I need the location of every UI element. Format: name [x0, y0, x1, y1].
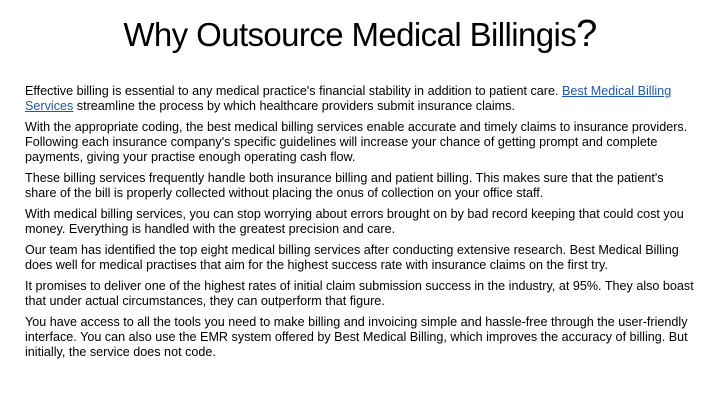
slide-title-text: Why Outsource Medical Billingis — [123, 16, 577, 53]
slide-title-question-mark: ? — [576, 13, 597, 55]
paragraph-intro-text-after: streamline the process by which healthcare providers submit insurance claims. — [73, 99, 515, 113]
paragraph-success-rate: It promises to deliver one of the highest rates of initial claim submission success in the industry, at 95%. They also boast that under actual circumstances, they can outperform that figure. — [25, 279, 694, 308]
paragraph-research: Our team has identified the top eight medical billing services after conducting extensive research. Best Medical Billing does well for medical practises that aim for the highest success rate with insurance claims on the first try. — [25, 243, 679, 272]
best-medical-billing-services-link[interactable]: Best Medical Billing Services — [25, 84, 672, 113]
slide-body — [25, 84, 697, 366]
paragraph-errors: With medical billing services, you can stop worrying about errors brought on by bad record keeping that could cost you money. Everything is handled with the greatest precision and care. — [25, 207, 684, 236]
paragraph-intro-text-before: Effective billing is essential to any medical practice's financial stability in addition to patient care. — [25, 84, 562, 98]
slide-title — [0, 14, 720, 55]
paragraph-intro — [25, 84, 697, 114]
paragraph-tools: You have access to all the tools you need to make billing and invoicing simple and hassle-free through the user-friendly interface. You can also use the EMR system offered by Best Medical Billing, which improves the accuracy of billing. But initially, the service does not code. — [25, 315, 688, 359]
paragraph-coding: With the appropriate coding, the best medical billing services enable accurate and timely claims to insurance providers. Following each insurance company's specific guidelines will increase your chance of getting prompt and complete payments, giving your practise enough operating cash flow. — [25, 120, 688, 164]
paragraph-billing-services: These billing services frequently handle both insurance billing and patient billing. This makes sure that the patient's share of the bill is properly collected without placing the onus of collection on your office staff. — [25, 171, 664, 200]
